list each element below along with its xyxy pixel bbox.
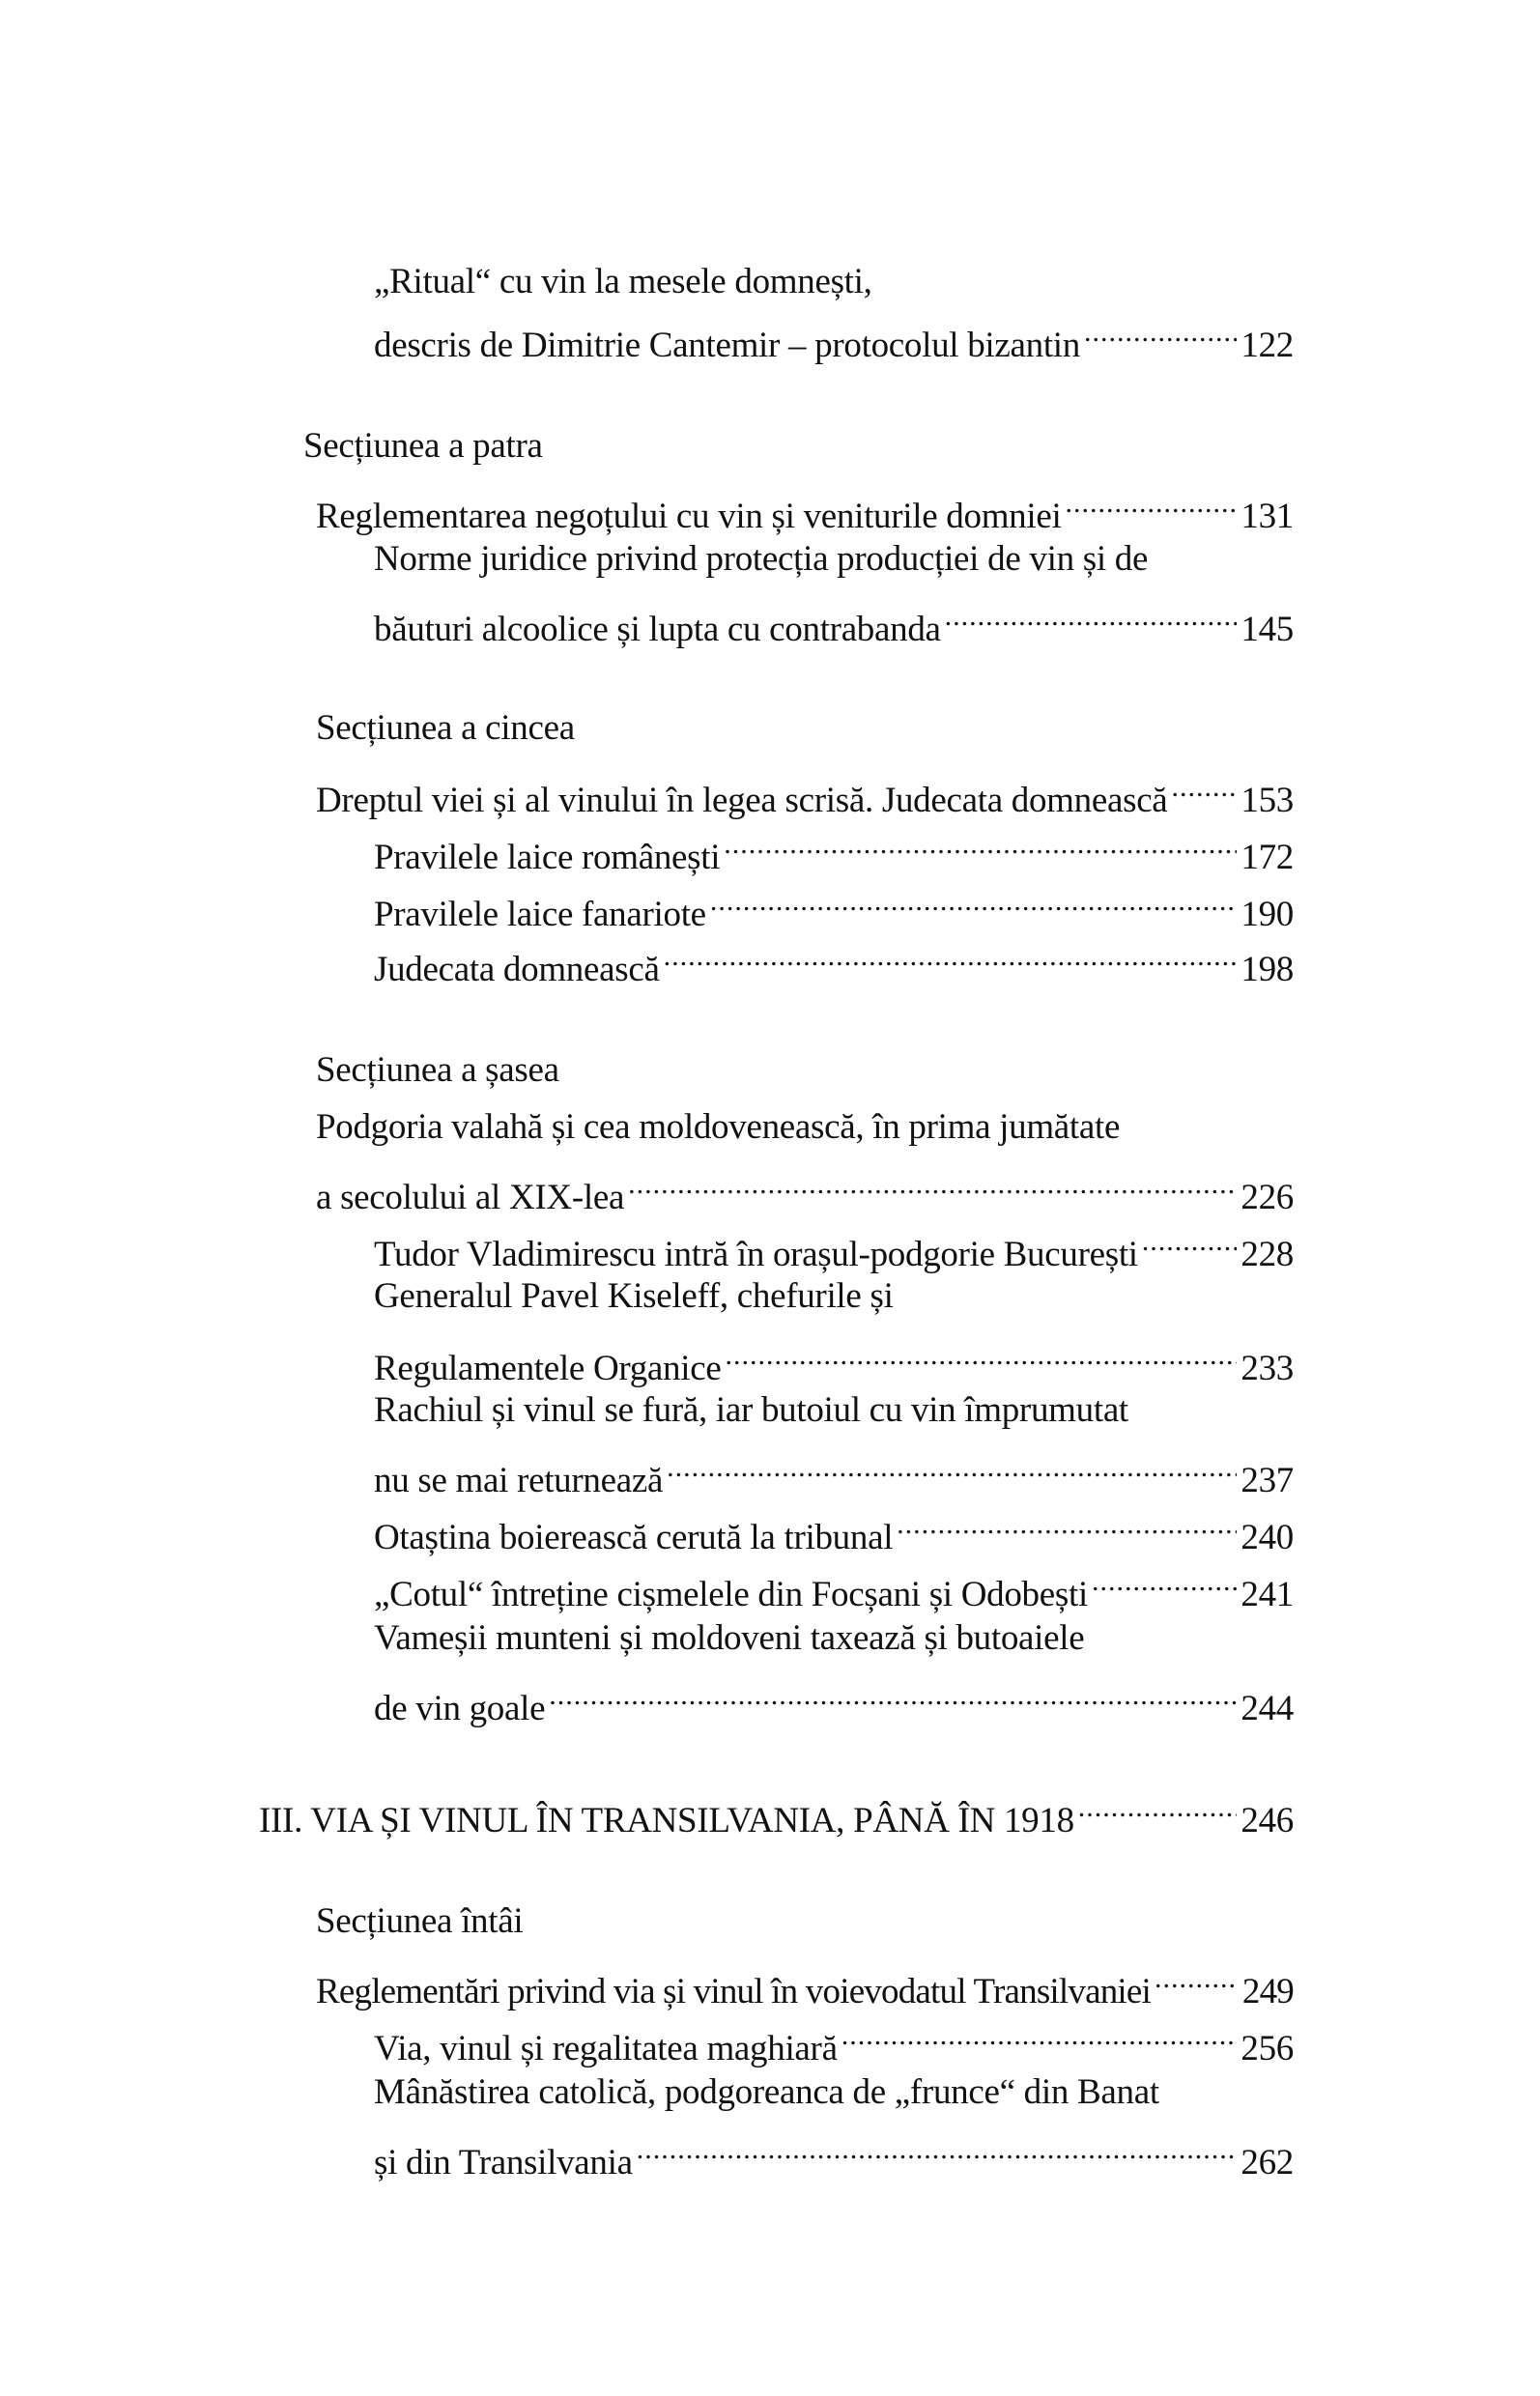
page-number: 198 bbox=[1241, 950, 1294, 989]
toc-entry bbox=[374, 308, 1294, 365]
toc-entry bbox=[316, 763, 1294, 820]
dot-leader bbox=[1155, 1954, 1239, 2003]
dot-leader bbox=[1084, 308, 1237, 357]
page-number: 244 bbox=[1241, 1689, 1294, 1728]
section-heading-text: Secțiunea a patra bbox=[303, 426, 543, 466]
toc-entry bbox=[316, 1954, 1294, 2011]
dot-leader bbox=[549, 1671, 1237, 1720]
toc-entry-title: băuturi alcoolice și lupta cu contrabanda bbox=[374, 610, 941, 649]
page-number: 145 bbox=[1241, 610, 1294, 649]
dot-leader bbox=[710, 877, 1238, 926]
toc-entry-title: Otaștina boierească cerută la tribunal bbox=[374, 1518, 894, 1557]
toc-entry-title: nu se mai returnează bbox=[374, 1461, 664, 1500]
toc-entry bbox=[374, 820, 1294, 877]
section-heading bbox=[316, 704, 575, 753]
section-heading bbox=[316, 1046, 559, 1095]
page-number: 240 bbox=[1241, 1518, 1294, 1557]
toc-entry-title: a secolului al XIX-lea bbox=[316, 1178, 625, 1217]
page-number: 237 bbox=[1241, 1461, 1294, 1500]
page-number: 233 bbox=[1241, 1349, 1294, 1388]
chapter-title: III. VIA ȘI VINUL ÎN TRANSILVANIA, PÂNĂ ÎN 1918 bbox=[259, 1801, 1074, 1840]
toc-entry-title: Judecata domnească bbox=[374, 950, 660, 989]
toc-entry-title: de vin goale bbox=[374, 1689, 546, 1728]
toc-entry bbox=[374, 1217, 1294, 1274]
dot-leader bbox=[897, 1500, 1237, 1549]
dot-leader bbox=[945, 592, 1238, 641]
toc-entry bbox=[316, 479, 1294, 536]
toc-entry-title: Tudor Vladimirescu intră în orașul-podgorie București bbox=[374, 1235, 1138, 1274]
toc-entry-title: Via, vinul și regalitatea maghiară bbox=[374, 2029, 838, 2068]
toc-entry-line bbox=[374, 1614, 1084, 1663]
page-number: 172 bbox=[1241, 838, 1294, 877]
toc-entry-title: Reglementarea negoțului cu vin și veniturile domniei bbox=[316, 497, 1062, 536]
toc-entry bbox=[374, 932, 1294, 989]
toc-entry-title: și din Transilvania bbox=[374, 2143, 633, 2182]
chapter-entry bbox=[259, 1783, 1294, 1840]
dot-leader bbox=[725, 1331, 1237, 1380]
toc-entry-title: Vameșii munteni și moldoveni taxează și butoaiele bbox=[374, 1618, 1085, 1658]
page-number: 256 bbox=[1241, 2029, 1294, 2068]
toc-entry-title: Dreptul viei și al vinului în legea scrisă. Judecata domnească bbox=[316, 781, 1168, 820]
toc-entry-title: Podgoria valahă și cea moldovenească, în prima jumătate bbox=[316, 1107, 1121, 1147]
toc-entry bbox=[374, 592, 1294, 649]
dot-leader bbox=[667, 1443, 1237, 1492]
dot-leader bbox=[841, 2011, 1238, 2060]
page-number: 249 bbox=[1241, 1972, 1294, 2011]
toc-entry bbox=[374, 2011, 1294, 2068]
section-heading bbox=[303, 422, 543, 471]
page-number: 131 bbox=[1241, 497, 1294, 536]
toc-entry-title: Generalul Pavel Kiseleff, chefurile și bbox=[374, 1276, 894, 1316]
dot-leader bbox=[1171, 763, 1237, 812]
toc-entry-line bbox=[374, 258, 872, 306]
page-number: 262 bbox=[1241, 2143, 1294, 2182]
toc-entry-line bbox=[374, 2068, 1159, 2117]
dot-leader bbox=[724, 820, 1237, 869]
toc-entry-line bbox=[316, 1103, 1120, 1152]
toc-entry bbox=[374, 2125, 1294, 2182]
page-number: 122 bbox=[1241, 326, 1294, 365]
section-heading-text: Secțiunea a cincea bbox=[316, 708, 575, 748]
page-number: 153 bbox=[1241, 781, 1294, 820]
toc-entry-title: Reglementări privind via și vinul în voievodatul Transilvaniei bbox=[316, 1972, 1151, 2011]
toc-entry-title: descris de Dimitrie Cantemir – protocolul bizantin bbox=[374, 326, 1080, 365]
toc-entry bbox=[374, 877, 1294, 934]
section-heading-text: Secțiunea întâi bbox=[316, 1901, 524, 1941]
toc-entry-title: Regulamentele Organice bbox=[374, 1349, 722, 1388]
toc-entry bbox=[374, 1671, 1294, 1728]
page-number: 246 bbox=[1241, 1801, 1294, 1840]
toc-entry bbox=[374, 1331, 1294, 1388]
toc-entry-title: Norme juridice privind protecția producției de vin și de bbox=[374, 539, 1149, 579]
toc-entry-title: „Ritual“ cu vin la mesele domnești, bbox=[374, 262, 872, 301]
toc-entry-line bbox=[374, 1386, 1128, 1435]
page-number: 226 bbox=[1241, 1178, 1294, 1217]
toc-entry-title: Mânăstirea catolică, podgoreanca de „frunce“ din Banat bbox=[374, 2072, 1159, 2112]
dot-leader bbox=[628, 1160, 1237, 1209]
toc-entry bbox=[374, 1500, 1294, 1557]
toc-entry-title: Pravilele laice românești bbox=[374, 838, 721, 877]
toc-entry bbox=[316, 1160, 1294, 1217]
toc-entry-title: „Cotul“ întreține cișmelele din Focșani și Odobești bbox=[374, 1575, 1088, 1614]
section-heading bbox=[316, 1897, 523, 1946]
toc-entry bbox=[374, 1443, 1294, 1500]
dot-leader bbox=[664, 932, 1238, 981]
toc-entry-line bbox=[374, 1272, 894, 1321]
section-heading-text: Secțiunea a șasea bbox=[316, 1050, 559, 1090]
toc-entry bbox=[374, 1557, 1294, 1614]
toc-entry-title: Rachiul și vinul se fură, iar butoiul cu vin împrumutat bbox=[374, 1390, 1128, 1430]
dot-leader bbox=[1078, 1783, 1238, 1832]
toc-entry-line bbox=[374, 535, 1148, 584]
dot-leader bbox=[637, 2125, 1238, 2174]
toc-entry-title: Pravilele laice fanariote bbox=[374, 895, 706, 934]
dot-leader bbox=[1092, 1557, 1237, 1606]
dot-leader bbox=[1065, 479, 1237, 528]
page-number: 228 bbox=[1241, 1235, 1294, 1274]
page-number: 190 bbox=[1241, 895, 1294, 934]
page-number: 241 bbox=[1241, 1575, 1294, 1614]
dot-leader bbox=[1142, 1217, 1238, 1266]
